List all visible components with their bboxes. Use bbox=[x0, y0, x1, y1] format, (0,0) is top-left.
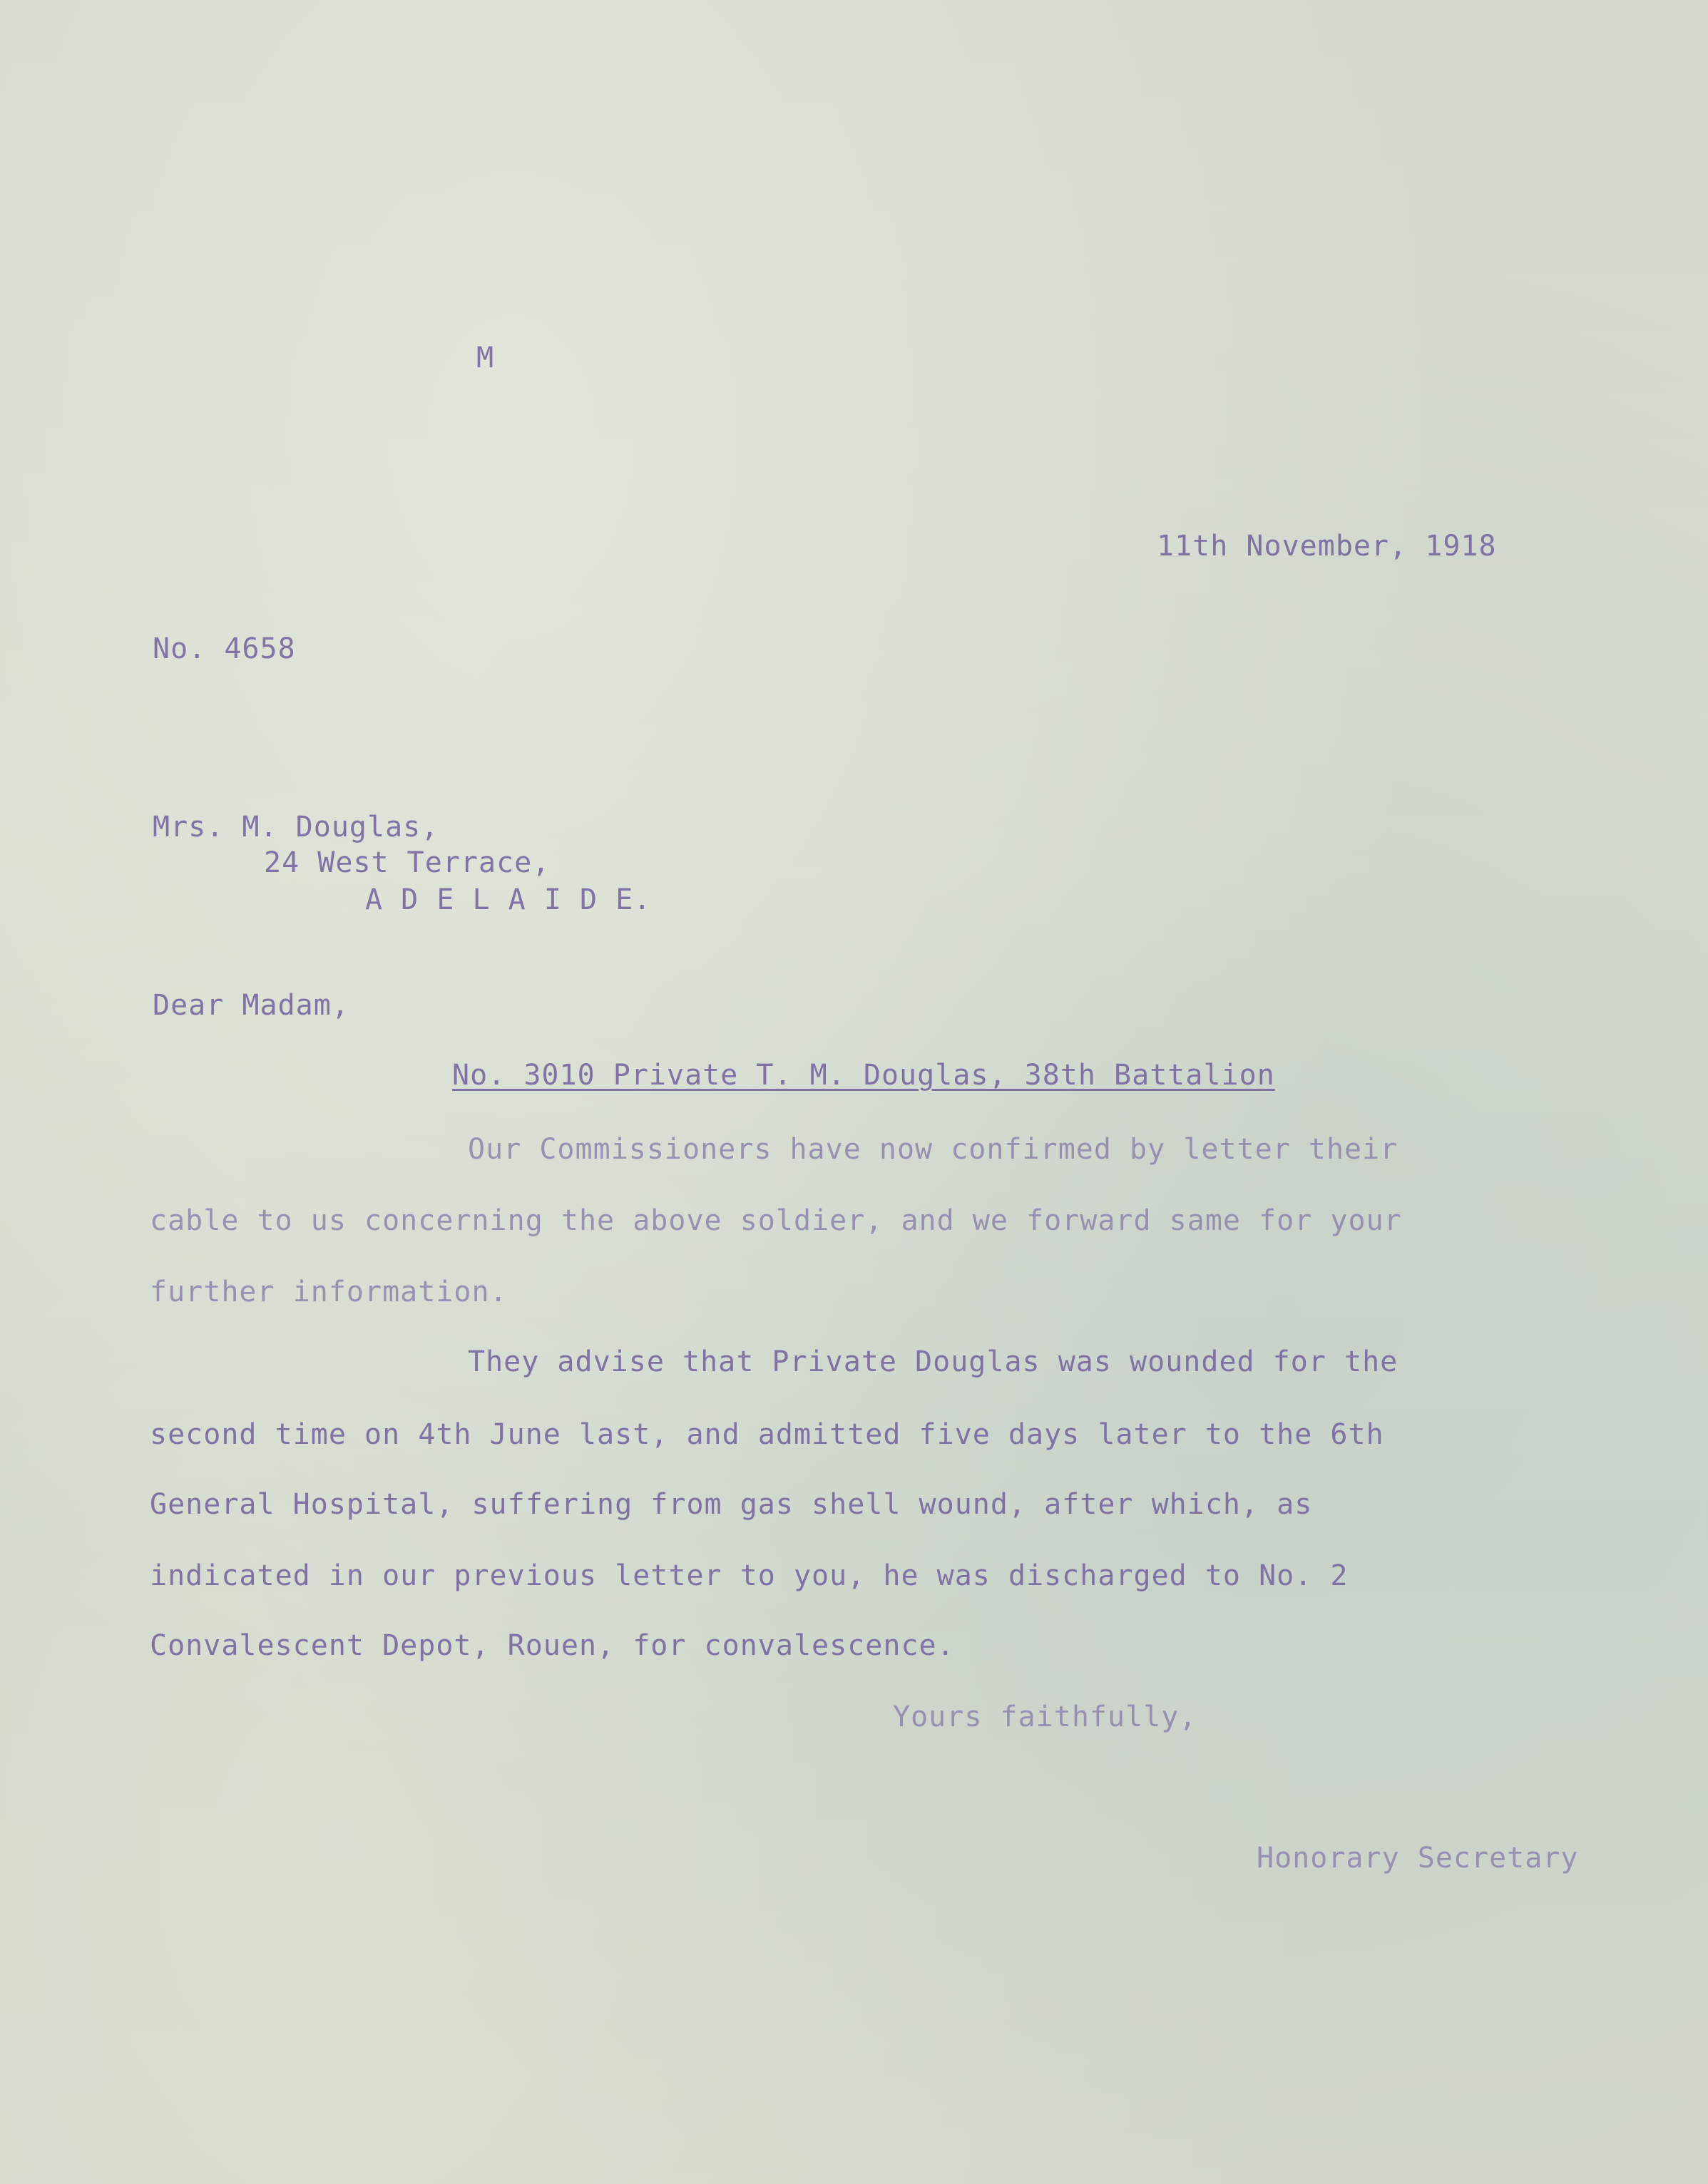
paragraph2-line2: second time on 4th June last, and admitted five days later to the 6th bbox=[150, 1418, 1384, 1451]
paragraph2-line5: Convalescent Depot, Rouen, for convalescence. bbox=[150, 1629, 955, 1662]
recipient-street: 24 West Terrace, bbox=[264, 846, 551, 879]
paragraph2-line4: indicated in our previous letter to you, he was discharged to No. 2 bbox=[150, 1559, 1349, 1592]
letter-initial: M bbox=[476, 342, 495, 374]
closing: Yours faithfully, bbox=[893, 1701, 1197, 1733]
recipient-name: Mrs. M. Douglas, bbox=[153, 811, 439, 844]
paragraph2-line3: General Hospital, suffering from gas shell wound, after which, as bbox=[150, 1488, 1313, 1521]
subject-line: No. 3010 Private T. M. Douglas, 38th Battalion bbox=[452, 1059, 1275, 1092]
paragraph1-line2: cable to us concerning the above soldier, and we forward same for your bbox=[150, 1204, 1402, 1237]
salutation: Dear Madam, bbox=[153, 989, 349, 1022]
paragraph1-line1: Our Commissioners have now confirmed by letter their bbox=[468, 1133, 1398, 1166]
signature-title: Honorary Secretary bbox=[1257, 1842, 1579, 1875]
reference-number: No. 4658 bbox=[153, 632, 296, 665]
paragraph1-line3: further information. bbox=[150, 1276, 508, 1308]
letter-date: 11th November, 1918 bbox=[1157, 530, 1497, 563]
paragraph2-line1: They advise that Private Douglas was wounded for the bbox=[468, 1345, 1398, 1378]
recipient-city: A D E L A I D E. bbox=[365, 883, 652, 916]
